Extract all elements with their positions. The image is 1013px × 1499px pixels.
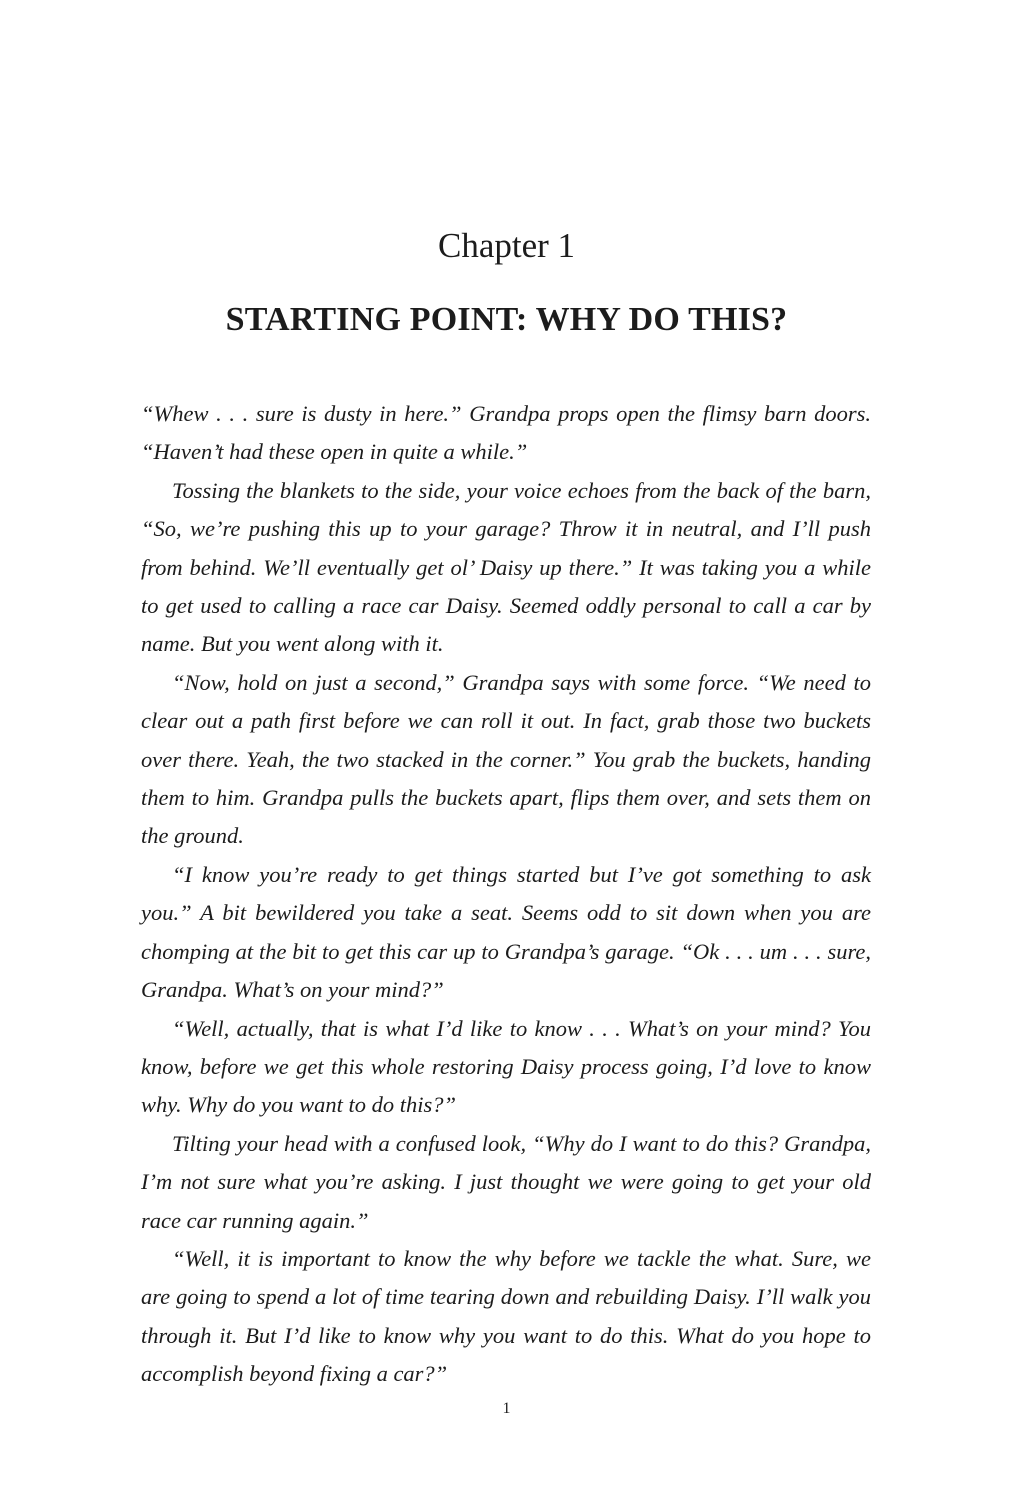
paragraph: “I know you’re ready to get things started but I’ve got something to ask you.” A bit bewildered you take a seat. Seems odd to sit down when you are chomping at the bit to get this car up to Grandpa’s garage. “Ok . . . um . . . sure, Grandpa. What’s on your mind?” xyxy=(141,861,871,1003)
paragraph: “Now, hold on just a second,” Grandpa says with some force. “We need to clear out a path first before we can roll it out. In fact, grab those two buckets over there. Yeah, the two stacked in the corner.” You grab the buckets, handing them to him. Grandpa pulls the buckets apart, flips them over, and sets them on the ground. xyxy=(141,669,871,849)
paragraph: “Well, it is important to know the why before we tackle the what. Sure, we are going to spend a lot of time tearing down and rebuilding Daisy. I’ll walk you through it. But I’d like to know why you want to do this. What do you hope to accomplish beyond fixing a car?” xyxy=(141,1245,871,1387)
chapter-title: STARTING POINT: WHY DO THIS? xyxy=(225,301,788,338)
page-number: 1 xyxy=(502,1400,511,1417)
paragraph: “Well, actually, that is what I’d like to know . . . What’s on your mind? You know, before we get this whole restoring Daisy process going, I’d love to know why. Why do you want to do this?” xyxy=(141,1015,871,1118)
paragraph: “Whew . . . sure is dusty in here.” Grandpa props open the flimsy barn doors. “Haven’t had these open in quite a while.” xyxy=(141,401,871,465)
chapter-label: Chapter 1 xyxy=(437,226,576,265)
chapter-body xyxy=(141,395,871,1394)
paragraph: Tilting your head with a confused look, “Why do I want to do this? Grandpa, I’m not sure what you’re asking. I just thought we were going to get your old race car running again.” xyxy=(141,1130,871,1233)
paragraph: Tossing the blankets to the side, your voice echoes from the back of the barn, “So, we’re pushing this up to your garage? Throw it in neutral, and I’ll push from behind. We’ll eventually get ol’ Daisy up there.” It was taking you a while to get used to calling a race car Daisy. Seemed oddly personal to call a car by name. But you went along with it. xyxy=(141,477,871,657)
